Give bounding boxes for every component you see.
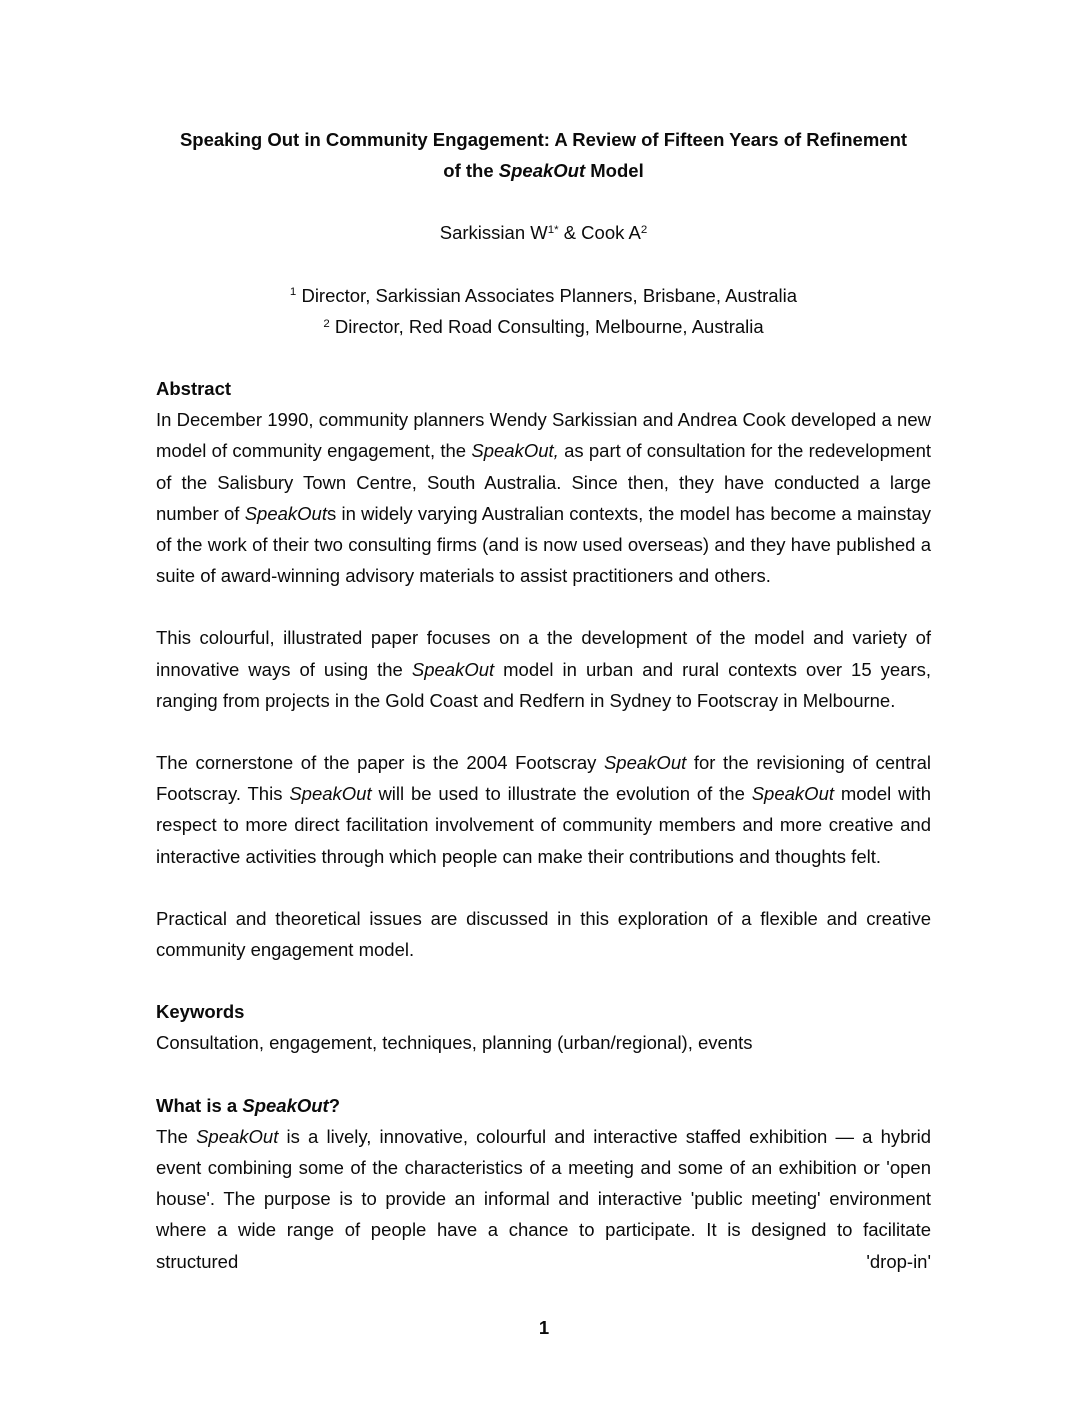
paper-title-line-2: of the SpeakOut Model [443,160,644,182]
abstract-paragraph-2: This colourful, illustrated paper focuses on a the development of the model and variety of innovative ways of using the SpeakOut model in urban and rural contexts over 15 years, ranging from projects in the Gold Coast and Redfern in Sydney to Footscray in Melbourne. [156,627,932,711]
keywords-heading: Keywords [156,1001,245,1023]
abstract-paragraph-1: In December 1990, community planners Wendy Sarkissian and Andrea Cook developed a new model of community engagement, the SpeakOut, as part of consultation for the redevelopment of the Salisbury Town Centre, South Australia. Since then, they have conducted a large number of SpeakOuts in widely varying Australian contexts, the model has become a mainstay of the work of their two consulting firms (and is now used overseas) and they have published a suite of award-winning advisory materials to assist practitioners and others. [156,409,932,587]
abstract-heading: Abstract [156,378,232,400]
affiliation-1: $^1$ Director, Sarkissian Associates Planners, Brisbane, Australia [289,284,798,306]
section-body-paragraph: The SpeakOut is a lively, innovative, colourful and interactive staffed exhibition — a hybrid event combining some of the characteristics of a meeting and some of an exhibition or 'open house'. The purpose is to provide an informal and interactive 'public meeting' environment where a wide range of people have a chance to participate. It is designed to facilitate structured 'drop-in' [156,1125,931,1272]
page-content [156,124,931,1277]
section-heading-what-is-a-speakout: What is a SpeakOut? [156,1094,341,1116]
keywords-text: Consultation, engagement, techniques, planning (urban/regional), events [156,1032,753,1054]
paper-title [156,124,931,186]
page-number: 1 [538,1317,550,1338]
paper-title-line-1: Speaking Out in Community Engagement: A Review of Fifteen Years of Refinement [179,129,908,150]
abstract-paragraph-4: Practical and theoretical issues are discussed in this exploration of a flexible and creative community engagement model. [156,907,931,961]
authors-line: Sarkissian $W^{1*}$ & Cook $A^2$ [439,222,648,244]
abstract-paragraph-3: The cornerstone of the paper is the 2004 Footscray SpeakOut for the revisioning of central Footscray. This SpeakOut will be used to illustrate the evolution of the SpeakOut model with respect to more direct facilitation involvement of community members and more creative and interactive activities through which people can make their contributions and thoughts felt. [156,752,931,867]
affiliations [156,280,931,342]
affiliation-2: $^2$ Director, Red Road Consulting, Melbourne, Australia [323,315,764,337]
